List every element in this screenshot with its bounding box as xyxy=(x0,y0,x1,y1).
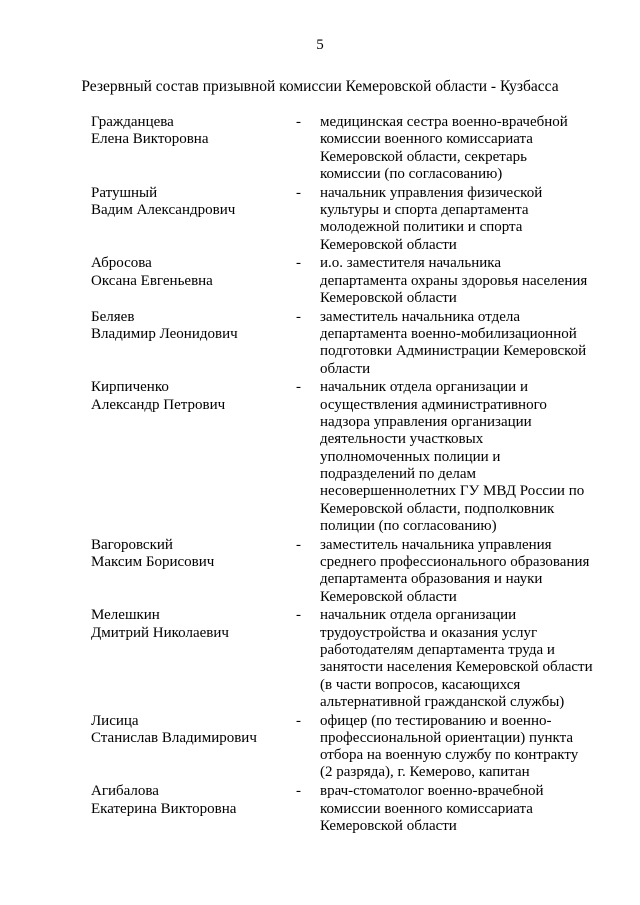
role-line: и.о. заместителя начальника xyxy=(320,255,501,272)
member-given-names: Оксана Евгеньевна xyxy=(91,272,213,289)
dash-separator: - xyxy=(296,184,301,201)
member-given-names: Максим Борисович xyxy=(91,553,215,570)
dash-separator: - xyxy=(296,255,301,272)
member-role xyxy=(320,114,611,183)
role-line: несовершеннолетних ГУ МВД России по xyxy=(320,483,585,500)
member-surname: Кирпиченко xyxy=(91,379,169,396)
member-name xyxy=(91,114,296,149)
member-surname: Мелешкин xyxy=(91,607,160,624)
member-name xyxy=(91,185,296,220)
dash-separator: - xyxy=(296,712,301,729)
member-entry xyxy=(91,255,611,307)
member-role xyxy=(320,255,611,307)
role-line: департамента военно-мобилизационной xyxy=(320,326,577,343)
member-given-names: Александр Петрович xyxy=(91,396,226,413)
role-line: области xyxy=(320,360,371,377)
document-title: Резервный состав призывной комиссии Кемеровской области - Кузбасса xyxy=(81,78,559,95)
member-name xyxy=(91,783,296,818)
role-line: (2 разряда), г. Кемерово, капитан xyxy=(320,764,530,781)
role-line: Кемеровской области xyxy=(320,289,457,306)
dash-separator: - xyxy=(296,783,301,800)
role-line: альтернативной гражданской службы) xyxy=(320,693,565,710)
role-line: департамента охраны здоровья населения xyxy=(320,272,588,289)
role-line: врач-стоматолог военно-врачебной xyxy=(320,783,544,800)
role-line: молодежной политики и спорта xyxy=(320,219,523,236)
page-number: 5 xyxy=(316,37,324,53)
role-line: занятости населения Кемеровской области xyxy=(320,659,593,676)
member-name xyxy=(91,379,296,414)
member-entry xyxy=(91,783,611,835)
role-line: уполномоченных полиции и xyxy=(320,448,501,465)
role-line: надзора управления организации xyxy=(320,414,532,431)
member-given-names: Екатерина Викторовна xyxy=(91,800,237,817)
member-entry xyxy=(91,309,611,378)
role-line: департамента образования и науки xyxy=(320,571,543,588)
role-line: Кемеровской области, подполковник xyxy=(320,500,555,517)
dash-separator: - xyxy=(296,379,301,396)
member-role xyxy=(320,783,611,835)
member-role xyxy=(320,607,611,711)
member-entry xyxy=(91,713,611,782)
role-line: трудоустройства и оказания услуг xyxy=(320,624,538,641)
role-line: комиссии (по согласованию) xyxy=(320,165,503,182)
member-role xyxy=(320,185,611,254)
role-line: осуществления административного xyxy=(320,396,547,413)
member-surname: Гражданцева xyxy=(91,114,174,130)
member-given-names: Владимир Леонидович xyxy=(91,326,238,343)
role-line: среднего профессионального образования xyxy=(320,553,590,570)
member-surname: Ратушный xyxy=(91,184,158,201)
role-line: Кемеровской области xyxy=(320,588,457,605)
member-entry xyxy=(91,185,611,254)
member-role xyxy=(320,713,611,782)
role-line: полиции (по согласованию) xyxy=(320,517,497,534)
role-line: деятельности участковых xyxy=(320,431,484,448)
role-line: профессиональной ориентации) пункта xyxy=(320,729,574,746)
member-entry xyxy=(91,537,611,606)
role-line: работодателям департамента труда и xyxy=(320,641,555,658)
role-line: заместитель начальника отдела xyxy=(320,308,520,325)
role-line: подразделений по делам xyxy=(320,465,477,482)
member-role xyxy=(320,537,611,606)
role-line: начальник управления физической xyxy=(320,184,543,201)
member-given-names: Дмитрий Николаевич xyxy=(91,624,229,641)
member-name xyxy=(91,607,296,642)
member-given-names: Станислав Владимирович xyxy=(91,729,257,746)
dash-separator: - xyxy=(296,607,301,624)
member-entry xyxy=(91,379,611,535)
member-surname: Агибалова xyxy=(91,783,159,800)
member-surname: Лисица xyxy=(91,712,139,729)
member-role xyxy=(320,379,611,535)
role-line: заместитель начальника управления xyxy=(320,536,552,553)
member-given-names: Елена Викторовна xyxy=(91,131,209,148)
member-entry xyxy=(91,607,611,711)
member-given-names: Вадим Александрович xyxy=(91,201,236,218)
role-line: комиссии военного комиссариата xyxy=(320,800,533,817)
role-line: отбора на военную службу по контракту xyxy=(320,747,579,764)
role-line: офицер (по тестированию и военно- xyxy=(320,712,552,729)
member-list xyxy=(91,114,611,837)
dash-separator: - xyxy=(296,536,301,553)
role-line: Кемеровской области xyxy=(320,236,457,253)
member-name xyxy=(91,537,296,572)
dash-separator: - xyxy=(296,114,301,130)
role-line: начальник отдела организации и xyxy=(320,379,528,396)
member-name xyxy=(91,255,296,290)
role-line: культуры и спорта департамента xyxy=(320,201,529,218)
member-name xyxy=(91,309,296,344)
dash-separator: - xyxy=(296,308,301,325)
member-entry xyxy=(91,114,611,183)
role-line: Кемеровской области xyxy=(320,817,457,834)
member-surname: Вагоровский xyxy=(91,536,173,553)
role-line: начальник отдела организации xyxy=(320,607,517,624)
role-line: медицинская сестра военно-врачебной xyxy=(320,114,568,130)
role-line: Кемеровской области, секретарь xyxy=(320,148,528,165)
role-line: подготовки Администрации Кемеровской xyxy=(320,343,587,360)
member-name xyxy=(91,713,296,748)
member-surname: Абросова xyxy=(91,255,152,272)
role-line: (в части вопросов, касающихся xyxy=(320,676,521,693)
role-line: комиссии военного комиссариата xyxy=(320,131,533,148)
member-role xyxy=(320,309,611,378)
member-surname: Беляев xyxy=(91,308,135,325)
